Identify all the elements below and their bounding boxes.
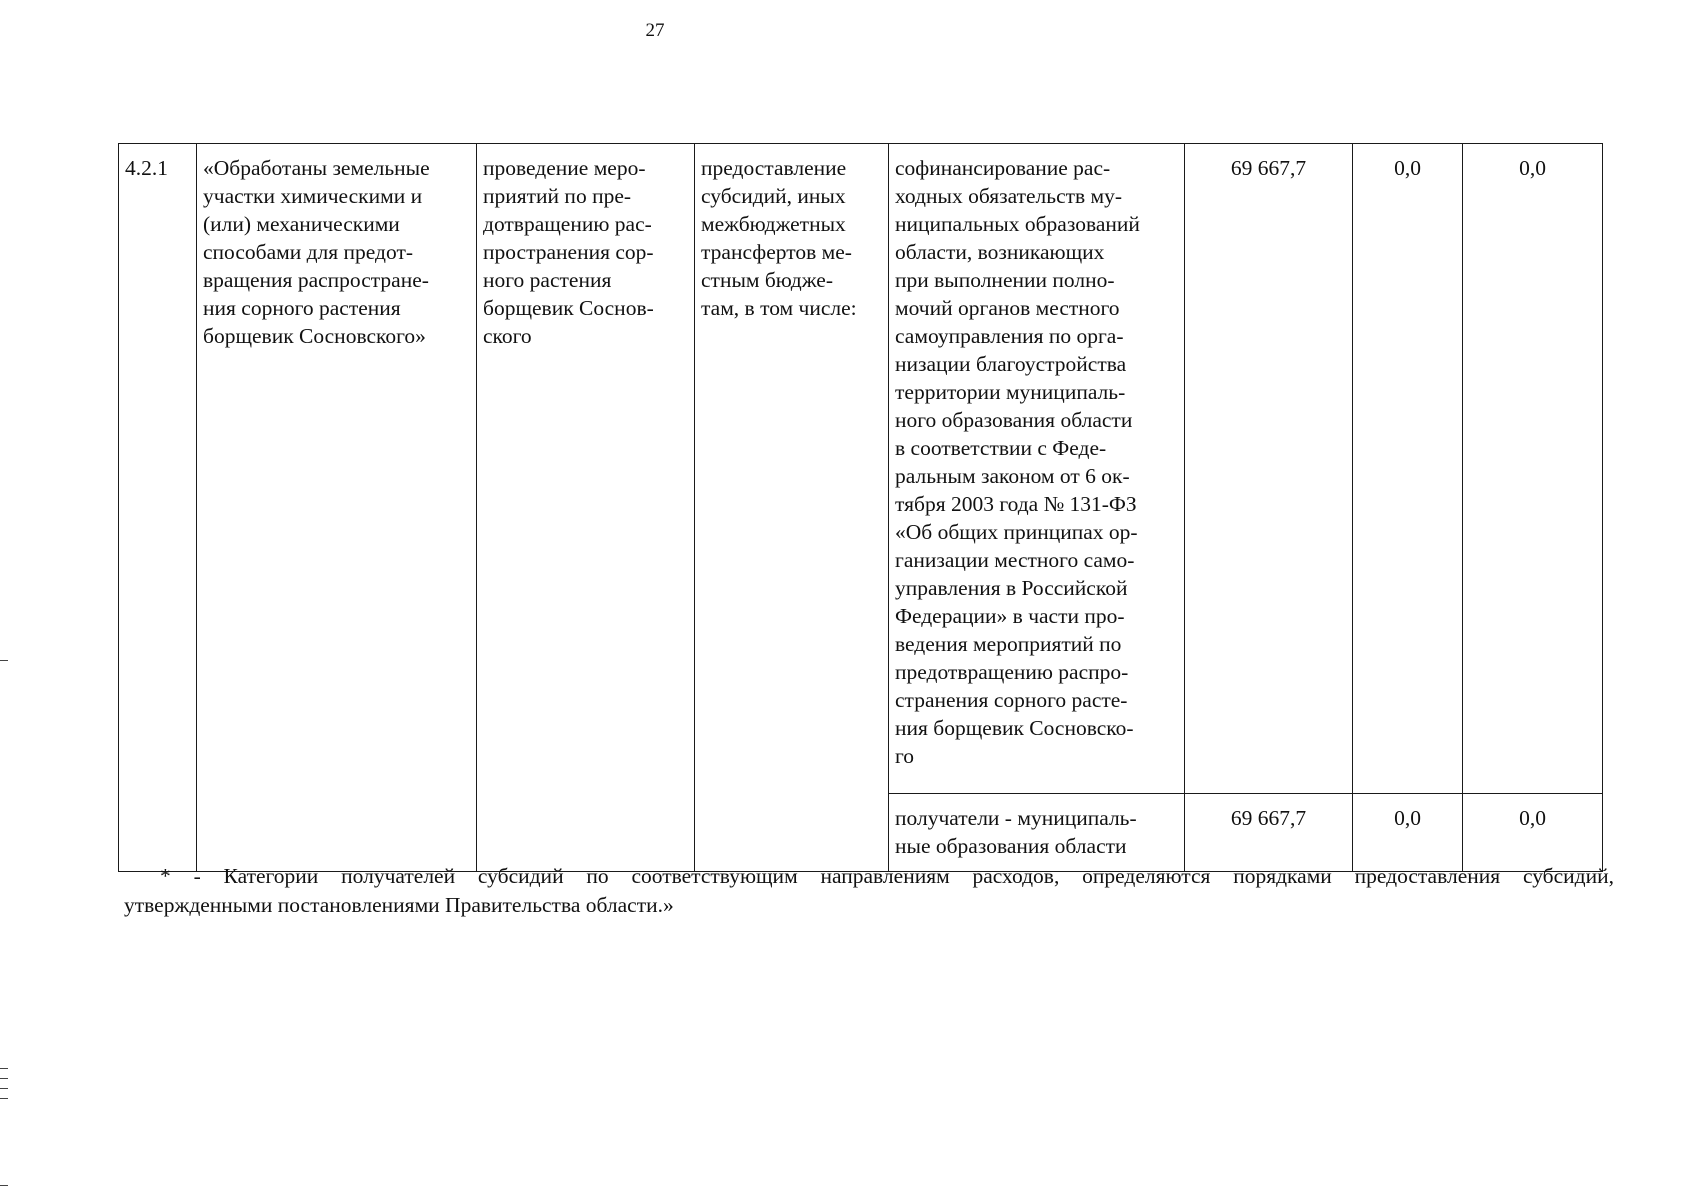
result-text: «Обработаны земельные участки химическими и (или) механическими способами для предот- вращения распростране- ния сорного растения борщевик Сосновского»: [203, 156, 430, 348]
page-number: 27: [645, 20, 665, 41]
cell-recipients-value-3: [1463, 794, 1603, 872]
scan-margin-mark: [0, 1098, 8, 1099]
cell-value-2: [1353, 144, 1463, 794]
cell-direction: [889, 144, 1185, 794]
cell-recipients-value-1: [1185, 794, 1353, 872]
code-text: 4.2.1: [125, 156, 168, 180]
cell-code: [119, 144, 197, 872]
cell-mechanism: [695, 144, 889, 872]
scan-margin-mark: [0, 1078, 8, 1079]
direction-text: софинансирование рас- ходных обязательств му- ниципальных образований области, возникающих при выполнении полно- мочий органов местного самоуправления по орга- низации благоустройства территории муниципаль- ного образования области в соответствии с Феде- ральным законом от 6 ок- тября 2003 года № 131-ФЗ «Об общих принципах ор- ганизации местного само- управления в Российской Федерации» в части про- ведения мероприятий по предотвращению распро- странения сорного расте- ния борщевик Сосновско- го: [895, 156, 1140, 768]
recipients-direction-text: получатели - муниципаль- ные образования области: [895, 806, 1137, 858]
footnote-line-2: утвержденными постановлениями Правительства области.»: [124, 893, 674, 917]
scan-margin-mark: [0, 660, 8, 661]
cell-recipients-value-2: [1353, 794, 1463, 872]
footnote-line-1: * - Категории получателей субсидий по соответствующим направлениям расходов, определяются порядками предоставления субсидий,: [160, 864, 1614, 888]
cell-recipients-direction: [889, 794, 1185, 872]
cell-value-1: [1185, 144, 1353, 794]
scan-margin-mark: [0, 1068, 8, 1069]
recipients-value-3-text: 0,0: [1519, 806, 1546, 830]
footnote: [124, 862, 1614, 920]
value-2-text: 0,0: [1394, 156, 1421, 180]
table-row-main: [119, 144, 1603, 794]
value-1-text: 69 667,7: [1230, 156, 1307, 180]
scan-margin-mark: [0, 1185, 8, 1186]
scan-margin-mark: [0, 1088, 8, 1089]
cell-measure: [477, 144, 695, 872]
measures-table: [118, 143, 1603, 872]
measure-text: проведение меро- приятий по пре- дотвращению рас- пространения сор- ного растения борщевик Соснов- ского: [483, 156, 654, 348]
mechanism-text: предоставление субсидий, иных межбюджетных трансфертов ме- стным бюдже- там, в том числе:: [701, 156, 857, 320]
value-3-text: 0,0: [1519, 156, 1546, 180]
recipients-value-1-text: 69 667,7: [1230, 806, 1307, 830]
cell-result: [197, 144, 477, 872]
recipients-value-2-text: 0,0: [1394, 806, 1421, 830]
cell-value-3: [1463, 144, 1603, 794]
